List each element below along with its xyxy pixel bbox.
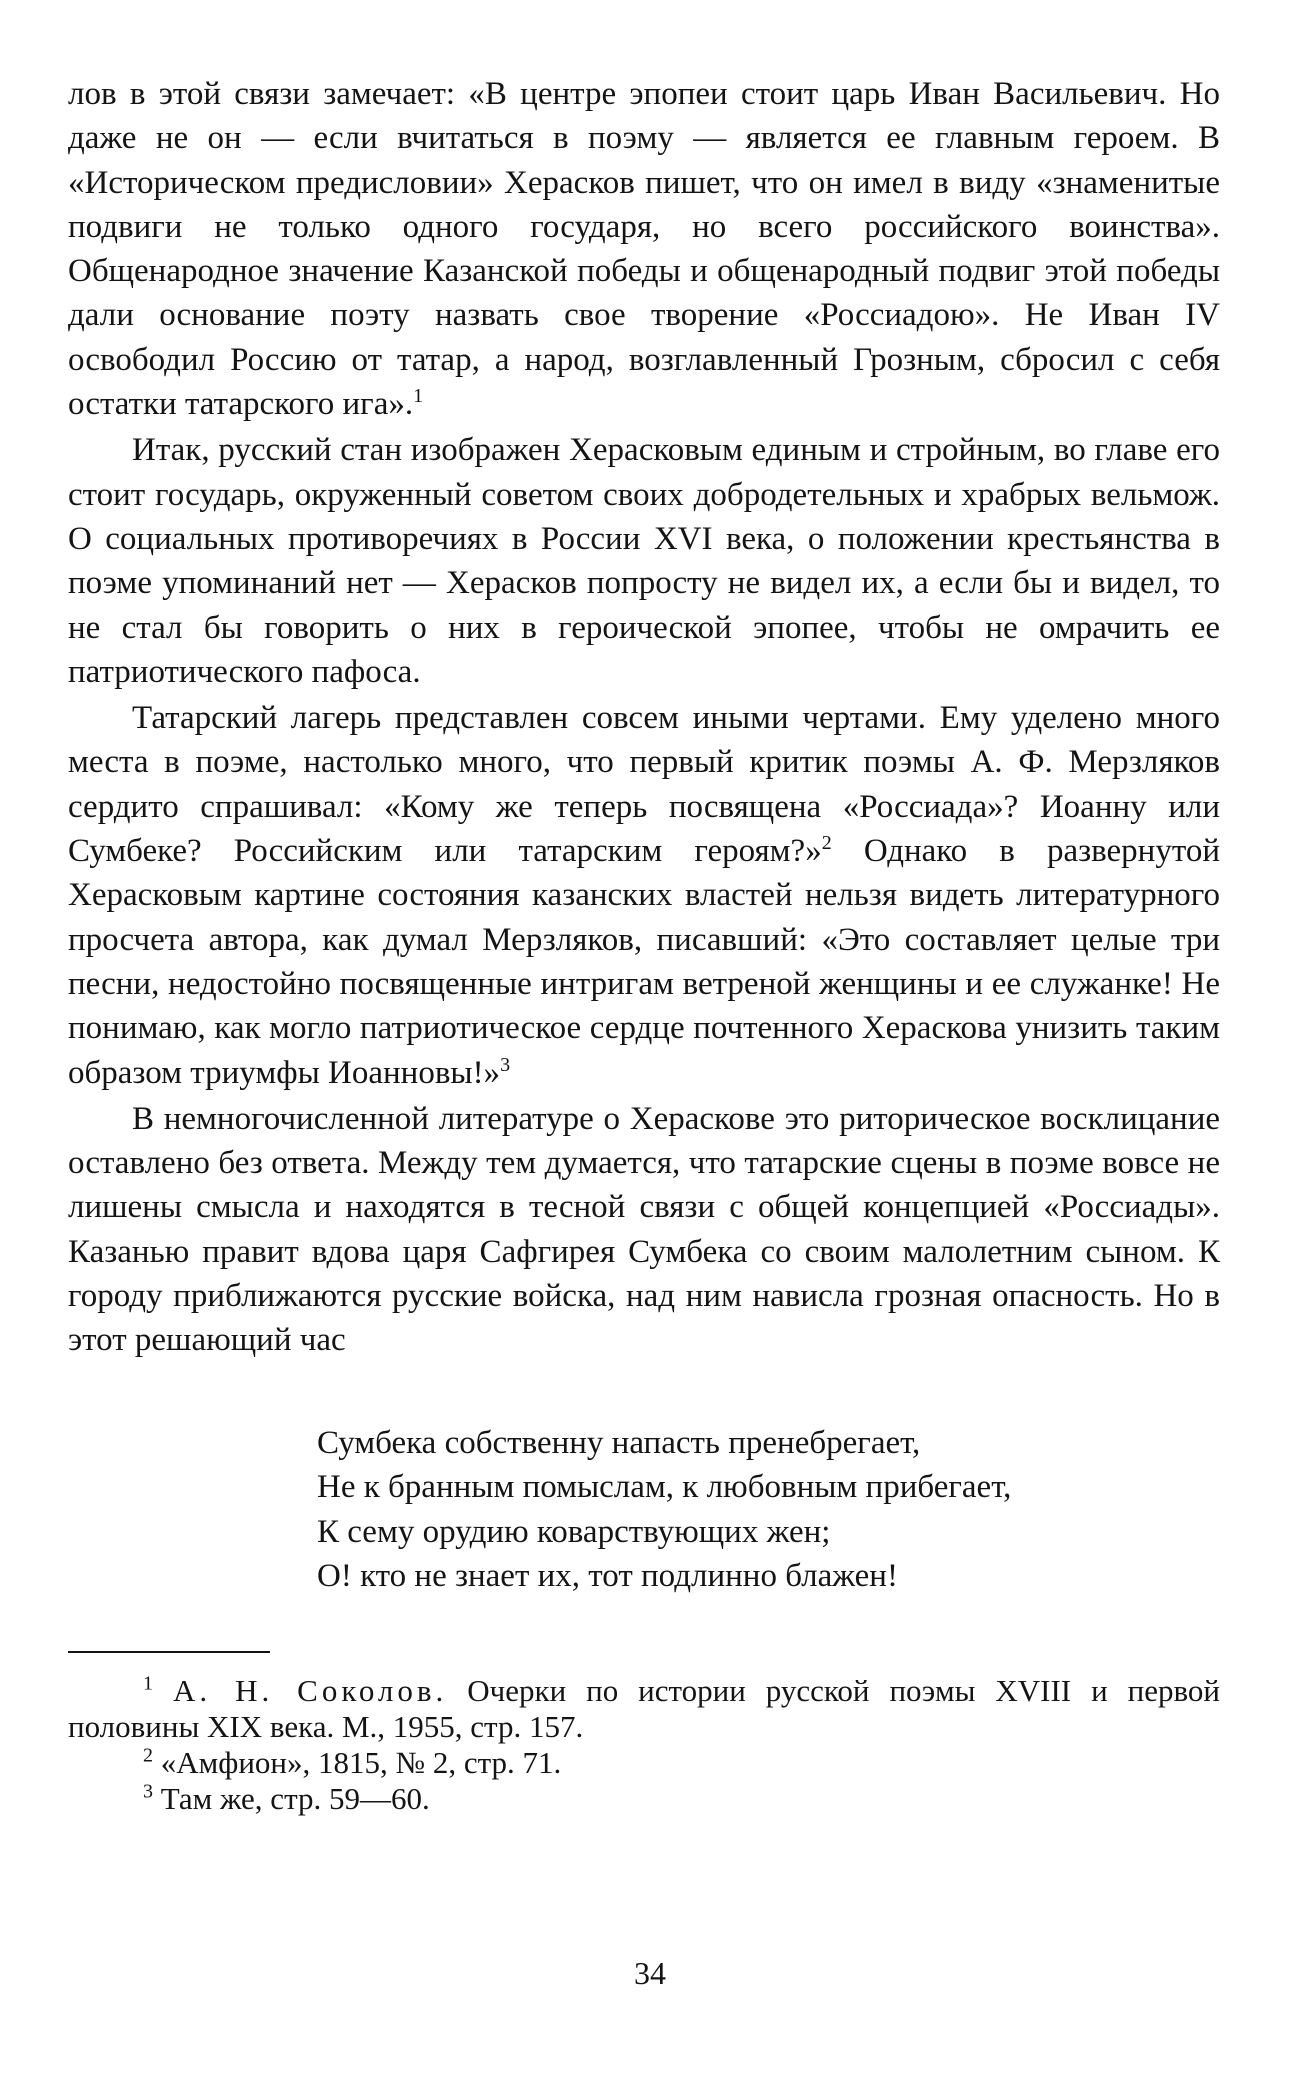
- footnote-ref-2[interactable]: 2: [821, 832, 832, 855]
- footnote-divider: [68, 1651, 270, 1653]
- verse-line: О! кто не знает их, тот подлинно блажен!: [317, 1558, 898, 1595]
- verse-line: К сему орудию коварствующих жен;: [317, 1513, 831, 1550]
- verse-line: Сумбека собственну напасть пренебрегает,: [317, 1424, 921, 1461]
- paragraph-continued: лов в этой связи замечает: «В центре эпопеи стоит царь Иван Васильевич. Но даже не он — если вчитаться в поэму — является ее главным героем. В «Историческом предисловии» Херасков пишет, что он имел в виду «знаменитые подвиги не только одного государя, но всего российского воинства». Общенародное значение Казанской победы и общенародный подвиг этой победы дали основание поэту назвать свое творение «Россиадою». Не Иван IV освободил Россию от татар, а народ, возглавленный Грозным, сбросил с себя остатки татарского ига».$^1$: [68, 76, 1220, 423]
- footnotes: [68, 1673, 1220, 1817]
- verse-line: Не к бранным помыслам, к любовным прибегает,: [317, 1469, 1012, 1506]
- verse-quote: [317, 1421, 1220, 1599]
- footnote-author: А. Н. Соколов.: [172, 1672, 448, 1708]
- footnote-3: $^3$ Там же, стр. 59—60.: [143, 1780, 430, 1816]
- main-text: [68, 72, 1220, 1363]
- paragraph-literature: В немногочисленной литературе о Хераскове это риторическое восклицание оставлено без ответа. Между тем думается, что татарские сцены в поэме вовсе не лишены смысла и находятся в тесной связи с общей концепцией «Россиады». Казанью правит вдова царя Сафгирея Сумбека со своим малолетним сыном. К городу приближаются русские войска, над ним нависла грозная опасность. Но в этот решающий час: [68, 1100, 1220, 1359]
- paragraph-russian-camp: Итак, русский стан изображен Херасковым единым и стройным, во главе его стоит государь, окруженный советом своих добродетельных и храбрых вельмож. О социальных противоречиях в России XVI века, о положении крестьянства в поэме упоминаний нет — Херасков попросту не видел их, а если бы и видел, то не стал бы говорить о них в героической эпопее, чтобы не омрачить ее патриотического пафоса.: [68, 432, 1220, 690]
- footnote-ref-3[interactable]: 3: [500, 1053, 511, 1076]
- footnote-1: $^1$ А. Н. Соколов. Очерки по истории русской поэмы XVIII и первой половины XIX века. М., 1955, стр. 157.: [68, 1672, 1221, 1744]
- paragraph-tatar-camp: Татарский лагерь представлен совсем иными чертами. Ему уделено много места в поэме, настолько много, что первый критик поэмы А. Ф. Мерзляков сердито спрашивал: «Кому же теперь посвящена «Россиада»? Иоанну или Сумбеке? Российским или татарским героям?»$^2$ Однако в развернутой Херасковым картине состояния казанских властей нельзя видеть литературного просчета автора, как думал Мерзляков, писавший: «Это составляет целые три песни, недостойно посвященные интригам ветреной женщины и ее служанке! Не понимаю, как могло патриотическое сердце почтенного Хераскова унизить таким образом триумфы Иоанновы!»$^3$: [68, 700, 1220, 1091]
- footnote-2: $^2$ «Амфион», 1815, № 2, стр. 71.: [143, 1744, 562, 1780]
- footnote-ref-1[interactable]: 1: [413, 385, 424, 408]
- page-number: 34: [634, 1955, 666, 1991]
